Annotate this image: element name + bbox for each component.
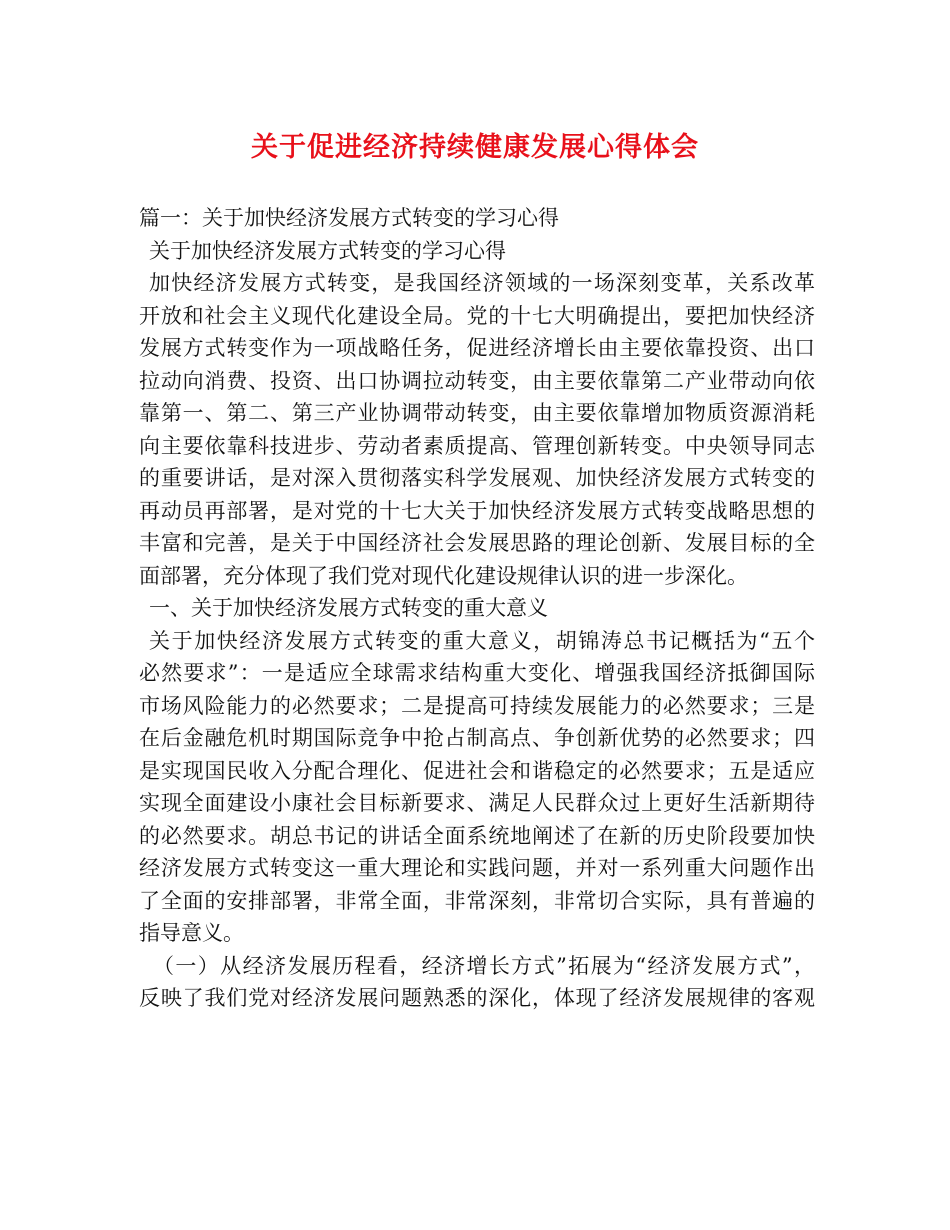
paragraph-line: 的必然要求。胡总书记的讲话全面系统地阐述了在新的历史阶段要加快	[139, 823, 815, 848]
paragraph-line: （一）从经济发展历程看，经济增长方式”拓展为“经济发展方式”，	[153, 953, 815, 978]
paragraph-line: 发展方式转变作为一项战略任务，促进经济增长由主要依靠投资、出口	[139, 336, 815, 360]
paragraph-line: 了全面的安排部署，非常全面，非常深刻，非常切合实际，具有普遍的	[139, 888, 815, 913]
paragraph-line: 市场风险能力的必然要求；二是提高可持续发展能力的必然要求；三是	[139, 693, 815, 718]
paragraph-line: 丰富和完善，是关于中国经济社会发展思路的理论创新、发展目标的全	[139, 531, 815, 555]
paragraph-line: 指导意义。	[139, 921, 244, 945]
paragraph-line: 拉动向消费、投资、出口协调拉动转变，由主要依靠第二产业带动向依	[139, 368, 815, 393]
paragraph-line: 靠第一、第二、第三产业协调带动转变，由主要依靠增加物质资源消耗	[139, 401, 815, 425]
paragraph-line: 在后金融危机时期国际竞争中抢占制高点、争创新优势的必然要求；四	[139, 726, 815, 750]
subsection-heading: 一、关于加快经济发展方式转变的重大意义	[149, 596, 548, 620]
section-heading: 篇一：关于加快经济发展方式转变的学习心得	[139, 206, 559, 230]
paragraph-line: 关于加快经济发展方式转变的重大意义，胡锦涛总书记概括为“五个	[149, 628, 815, 653]
paragraph-line: 是实现国民收入分配合理化、促进社会和谐稳定的必然要求；五是适应	[139, 758, 815, 783]
paragraph-line: 向主要依靠科技进步、劳动者素质提高、管理创新转变。中央领导同志	[139, 433, 815, 458]
document-body	[139, 202, 815, 1015]
paragraph-line: 反映了我们党对经济发展问题熟悉的深化，体现了经济发展规律的客观	[139, 986, 815, 1010]
paragraph-line: 再动员再部署，是对党的十七大关于加快经济发展方式转变战略思想的	[139, 498, 815, 523]
document-title: 关于促进经济持续健康发展心得体会	[251, 132, 699, 163]
paragraph-line: 经济发展方式转变这一重大理论和实践问题，并对一系列重大问题作出	[139, 856, 815, 880]
paragraph-line: 加快经济发展方式转变，是我国经济领域的一场深刻变革，关系改革	[149, 271, 815, 295]
article-heading: 关于加快经济发展方式转变的学习心得	[149, 238, 506, 263]
paragraph-line: 面部署，充分体现了我们党对现代化建设规律认识的进一步深化。	[139, 563, 748, 588]
paragraph-line: 的重要讲话，是对深入贯彻落实科学发展观、加快经济发展方式转变的	[139, 466, 815, 490]
paragraph-line: 开放和社会主义现代化建设全局。党的十七大明确提出，要把加快经济	[139, 303, 815, 328]
paragraph-line: 必然要求”：一是适应全球需求结构重大变化、增强我国经济抵御国际	[139, 661, 815, 685]
paragraph-line: 实现全面建设小康社会目标新要求、满足人民群众过上更好生活新期待	[139, 791, 815, 815]
